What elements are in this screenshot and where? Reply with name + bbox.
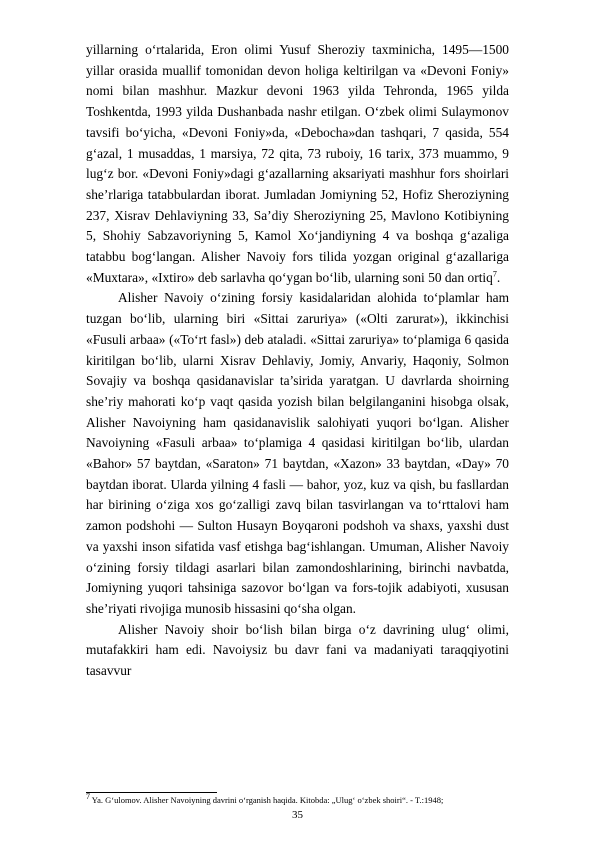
body-text	[86, 40, 509, 682]
footnote-text: Ya. G‘ulomov. Alisher Navoiyning davrini o‘rganish haqida. Kitobda: „Ulug‘ o‘zbek shoiri“. - T.:1948;	[90, 795, 444, 805]
footnote-marker: 7	[86, 792, 90, 802]
paragraph-1	[86, 40, 509, 288]
paragraph-1-text: yillarning o‘rtalarida, Eron olimi Yusuf Sheroziy taxminicha, 1495—1500 yillar orasida muallif tomonidan devon holiga keltirilgan va «Devoni Foniy» nomi bilan mashhur. Mazkur devoni 1963 yilda Tehronda, 1965 yilda Toshkentda, 1993 yilda Dushanbada nashr etilgan. O‘zbek olimi Sulaymonov tavsifi bo‘yicha, «Devoni Foniy»da, «Debocha»dan tashqari, 7 qasida, 554 g‘azal, 1 musaddas, 1 marsiya, 72 qita, 73 ruboiy, 16 tarix, 373 muammo, 9 lug‘z bor. «Devoni Foniy»dagi g‘azallarning aksariyati mashhur fors shoirlari she’rlariga tatabbulardan iborat. Jumladan Jomiyning 52, Hofiz Sheroziyning 237, Xisrav Dehlaviyning 33, Sa’diy Sheroziyning 25, Mavlono Kotibiyning 5, Shohiy Sabzavoriyning 5, Kamol Xo‘jandiyning 4 va boshqa g‘azaliga tatabbu bog‘langan. Alisher Navoiy fors tilida yozgan original g‘azallariga «Muxtara», «Ixtiro» deb sarlavha qo‘ygan bo‘lib, ularning soni 50 dan ortiq	[86, 42, 509, 285]
paragraph-1-end: .	[496, 269, 501, 285]
footnote	[86, 792, 509, 806]
footnote-separator	[86, 792, 217, 793]
footnote-reference[interactable]: 7	[492, 269, 497, 279]
paragraph-2: Alisher Navoiy o‘zining forsiy kasidalaridan alohida to‘plamlar ham tuzgan bo‘lib, ularning biri «Sittai zaruriya» («Olti zarurat»), ikkinchisi «Fusuli arbaa» («To‘rt fasl») deb ataladi. «Sittai zaruriya» to‘plamiga 6 qasida kiritilgan bo‘lib, ularni Xisrav Dehlaviy, Jomiy, Anvariy, Haqoniy, Solmon Sovajiy va boshqa qasidanavislar ta’sirida yaratgan. U davrlarda shoirning she’riy mahorati ko‘p vaqt qasida yozish bilan belgilanganini hisobga olsak, Alisher Navoiyning ham qasidanavislik salohiyati yuqori bo‘lgan. Alisher Navoiyning «Fasuli arbaa» to‘plamiga 4 qasidasi kiritilgan bo‘lib, ulardan «Bahor» 57 baytdan, «Saraton» 71 baytdan, «Xazon» 33 baytdan, «Day» 70 baytdan iborat. Ularda yilning 4 fasli — bahor, yoz, kuz va qish, bu fasllardan har birining o‘ziga xos go‘zalligi zavq bilan tasvirlangan va to‘rttalovi ham zamon podshohi — Sulton Husayn Boyqaroni podshoh va shaxs, yaxshi dust va yaxshi inson sifatida vasf etishga bag‘ishlangan. Umuman, Alisher Navoiy o‘zining forsiy tildagi asarlari bilan zamondoshlarining, birinchi navbatda, Jomiyning yuqori tahsiniga sazovor bo‘lgan va fors-tojik adabiyoti, xususan she’riyati rivojiga munosib hissasini qo‘sha olgan.	[86, 290, 509, 616]
paragraph-3: Alisher Navoiy shoir bo‘lish bilan birga o‘z davrining ulug‘ olimi, mutafakkiri ham edi. Navoiysiz bu davr fani va madaniyati taraqqiyotini tasavvur	[86, 621, 509, 679]
page-number: 35	[292, 809, 303, 821]
